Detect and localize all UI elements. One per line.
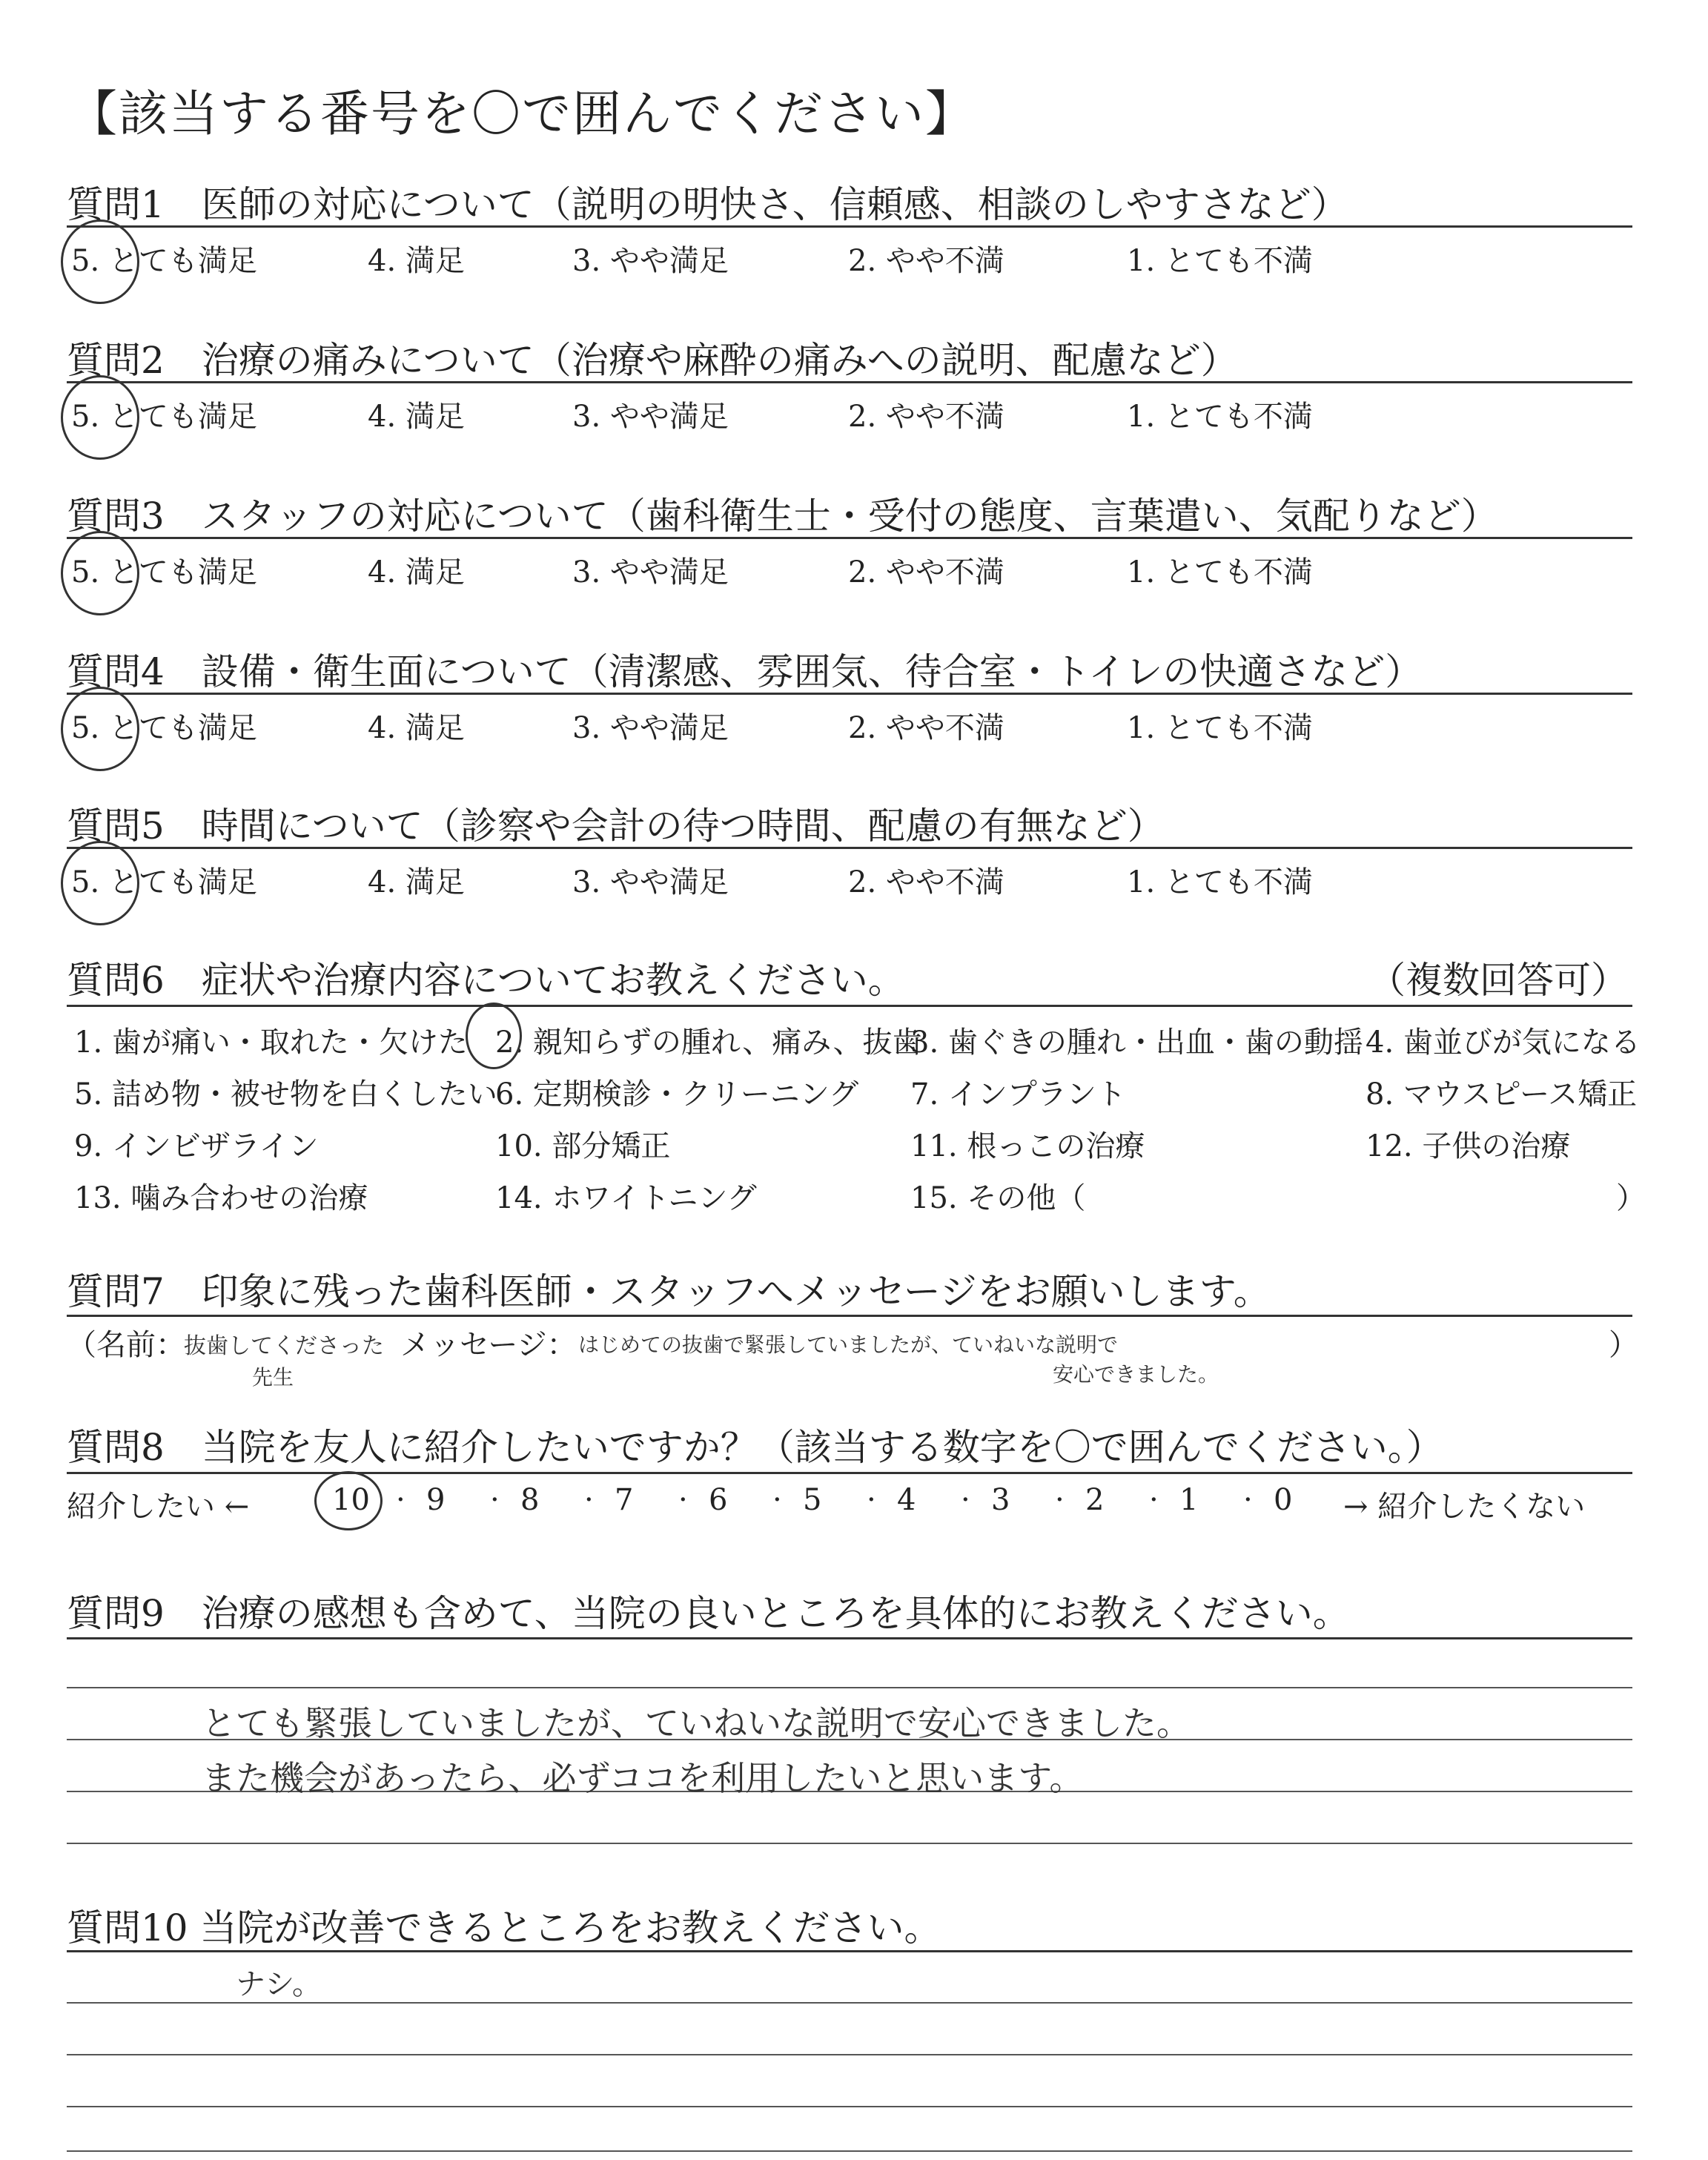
q2-option[interactable]: 4. 満足 — [368, 400, 465, 434]
page-title: 【該当する番号を〇で囲んでください】 — [68, 85, 976, 142]
q3-option[interactable]: 2. やや不満 — [848, 555, 1004, 589]
q6-option[interactable]: 10. 部分矯正 — [495, 1129, 671, 1163]
q3-option[interactable]: 5. とても満足 — [71, 555, 257, 589]
q8-number[interactable]: 10 — [332, 1483, 370, 1517]
q9-writing-line — [67, 1687, 1632, 1688]
q1-option[interactable]: 3. やや満足 — [572, 244, 729, 278]
q7-rule — [67, 1315, 1632, 1317]
q1-option[interactable]: 2. やや不満 — [848, 244, 1004, 278]
q5-option[interactable]: 5. とても満足 — [71, 865, 257, 899]
q8-separator-dot: · — [772, 1483, 782, 1517]
q8-number[interactable]: 3 — [991, 1483, 1010, 1517]
q10-writing-line — [67, 2150, 1632, 2152]
q1-option[interactable]: 5. とても満足 — [71, 244, 257, 278]
q6-selection-circle — [466, 1003, 522, 1069]
q7-message-handwritten: はじめての抜歯で緊張していましたが、ていねいな説明で — [578, 1332, 1119, 1357]
q5-option[interactable]: 1. とても不満 — [1127, 865, 1313, 899]
q8-number[interactable]: 5 — [803, 1483, 822, 1517]
q8-label: 質問8 当院を友人に紹介したいですか？（該当する数字を〇で囲んでください。） — [67, 1426, 1443, 1469]
q1-label: 質問1 医師の対応について（説明の明快さ、信頼感、相談のしやすさなど） — [67, 183, 1348, 226]
q6-option[interactable]: 15. その他（ — [910, 1181, 1086, 1215]
q6-rule — [67, 1005, 1632, 1007]
q6-option[interactable]: 14. ホワイトニング — [495, 1181, 757, 1215]
q8-number[interactable]: 2 — [1085, 1483, 1105, 1517]
q7-message-label: メッセージ： — [400, 1328, 577, 1362]
q9-label: 質問9 治療の感想も含めて、当院の良いところを具体的にお教えください。 — [67, 1592, 1350, 1635]
q3-label: 質問3 スタッフの対応について（歯科衛生士・受付の態度、言葉遣い、気配りなど） — [67, 495, 1498, 538]
q8-separator-dot: · — [1055, 1483, 1065, 1517]
q6-option[interactable]: 5. 詰め物・被せ物を白くしたい — [74, 1077, 497, 1112]
q8-separator-dot: · — [961, 1483, 970, 1517]
q7-name-handwritten-2: 先生 — [252, 1365, 294, 1390]
q10-rule — [67, 1950, 1632, 1952]
q8-rule — [67, 1472, 1632, 1474]
q2-option[interactable]: 3. やや満足 — [572, 400, 729, 434]
q6-note: （複数回答可） — [1368, 959, 1628, 1002]
q5-option[interactable]: 3. やや満足 — [572, 865, 729, 899]
q1-option[interactable]: 1. とても不満 — [1127, 244, 1313, 278]
q5-rule — [67, 847, 1632, 849]
q6-option[interactable]: 6. 定期検診・クリーニング — [495, 1077, 859, 1112]
q5-label: 質問5 時間について（診察や会計の待つ時間、配慮の有無など） — [67, 805, 1165, 848]
q5-option[interactable]: 4. 満足 — [368, 865, 465, 899]
q6-option[interactable]: 7. インプラント — [910, 1077, 1126, 1112]
q8-number[interactable]: 7 — [615, 1483, 634, 1517]
q8-selection-circle — [314, 1471, 383, 1530]
q8-number[interactable]: 4 — [897, 1483, 916, 1517]
q8-number[interactable]: 1 — [1179, 1483, 1199, 1517]
q10-writing-line — [67, 2106, 1632, 2107]
q8-separator-dot: · — [867, 1483, 876, 1517]
q4-option[interactable]: 5. とても満足 — [71, 711, 257, 745]
q10-writing-line — [67, 2054, 1632, 2055]
q3-option[interactable]: 3. やや満足 — [572, 555, 729, 589]
q2-selection-circle — [61, 375, 139, 460]
q4-rule — [67, 693, 1632, 695]
q4-option[interactable]: 2. やや不満 — [848, 711, 1004, 745]
q2-option[interactable]: 1. とても不満 — [1127, 400, 1313, 434]
q8-number[interactable]: 9 — [426, 1483, 446, 1517]
q6-option[interactable]: 2. 親知らずの腫れ、痛み、抜歯 — [495, 1025, 922, 1060]
q8-separator-dot: · — [396, 1483, 406, 1517]
q6-option[interactable]: 4. 歯並びが気になる — [1366, 1025, 1641, 1060]
q10-label: 質問10 当院が改善できるところをお教えください。 — [67, 1906, 941, 1949]
q1-selection-circle — [61, 219, 139, 304]
q9-rule — [67, 1637, 1632, 1639]
q7-label: 質問7 印象に残った歯科医師・スタッフへメッセージをお願いします。 — [67, 1270, 1271, 1313]
q6-option[interactable]: 13. 噛み合わせの治療 — [74, 1181, 368, 1215]
q7-name-label: （名前： — [67, 1328, 185, 1362]
q8-separator-dot: · — [1243, 1483, 1253, 1517]
q4-selection-circle — [61, 687, 139, 771]
q7-name-handwritten: 抜歯してくださった — [184, 1333, 384, 1359]
q8-separator-dot: · — [1149, 1483, 1159, 1517]
q8-number[interactable]: 0 — [1274, 1483, 1293, 1517]
q9-answer-line-2: また機会があったら、必ずココを利用したいと思います。 — [202, 1758, 1084, 1798]
q5-selection-circle — [61, 841, 139, 925]
q6-option[interactable]: 3. 歯ぐきの腫れ・出血・歯の動揺 — [910, 1025, 1363, 1060]
q3-option[interactable]: 1. とても不満 — [1127, 555, 1313, 589]
q2-rule — [67, 381, 1632, 383]
q9-writing-line — [67, 1843, 1632, 1844]
q6-option[interactable]: 9. インビザライン — [74, 1129, 319, 1163]
q1-option[interactable]: 4. 満足 — [368, 244, 465, 278]
q6-option[interactable]: 11. 根っこの治療 — [910, 1129, 1145, 1163]
q2-label: 質問2 治療の痛みについて（治療や麻酔の痛みへの説明、配慮など） — [67, 339, 1238, 382]
q3-rule — [67, 537, 1632, 539]
q8-separator-dot: · — [678, 1483, 688, 1517]
q1-rule — [67, 225, 1632, 228]
q8-separator-dot: · — [490, 1483, 500, 1517]
q8-number[interactable]: 8 — [520, 1483, 540, 1517]
q6-option: ） — [1616, 1181, 1646, 1215]
q6-option[interactable]: 12. 子供の治療 — [1366, 1129, 1571, 1163]
q8-right-label: → 紹介したくない — [1343, 1490, 1586, 1524]
q7-message-handwritten-2: 安心できました。 — [1053, 1362, 1219, 1387]
q2-option[interactable]: 2. やや不満 — [848, 400, 1004, 434]
q6-label: 質問6 症状や治療内容についてお教えください。 — [67, 959, 905, 1002]
q4-label: 質問4 設備・衛生面について（清潔感、雰囲気、待合室・トイレの快適さなど） — [67, 650, 1423, 693]
q8-left-label: 紹介したい ← — [67, 1490, 250, 1524]
q4-option[interactable]: 4. 満足 — [368, 711, 465, 745]
q2-option[interactable]: 5. とても満足 — [71, 400, 257, 434]
q4-option[interactable]: 3. やや満足 — [572, 711, 729, 745]
q10-answer: ナシ。 — [236, 1967, 322, 2001]
q5-option[interactable]: 2. やや不満 — [848, 865, 1004, 899]
q8-number[interactable]: 6 — [709, 1483, 728, 1517]
q3-option[interactable]: 4. 満足 — [368, 555, 465, 589]
q3-selection-circle — [61, 531, 139, 615]
q6-option[interactable]: 8. マウスピース矯正 — [1366, 1077, 1638, 1112]
q9-answer-line-1: とても緊張していましたが、ていねいな説明で安心できました。 — [202, 1703, 1191, 1743]
q6-option[interactable]: 1. 歯が痛い・取れた・欠けた — [74, 1025, 468, 1060]
q8-separator-dot: · — [584, 1483, 594, 1517]
q7-close: ） — [1609, 1328, 1638, 1362]
q4-option[interactable]: 1. とても不満 — [1127, 711, 1313, 745]
